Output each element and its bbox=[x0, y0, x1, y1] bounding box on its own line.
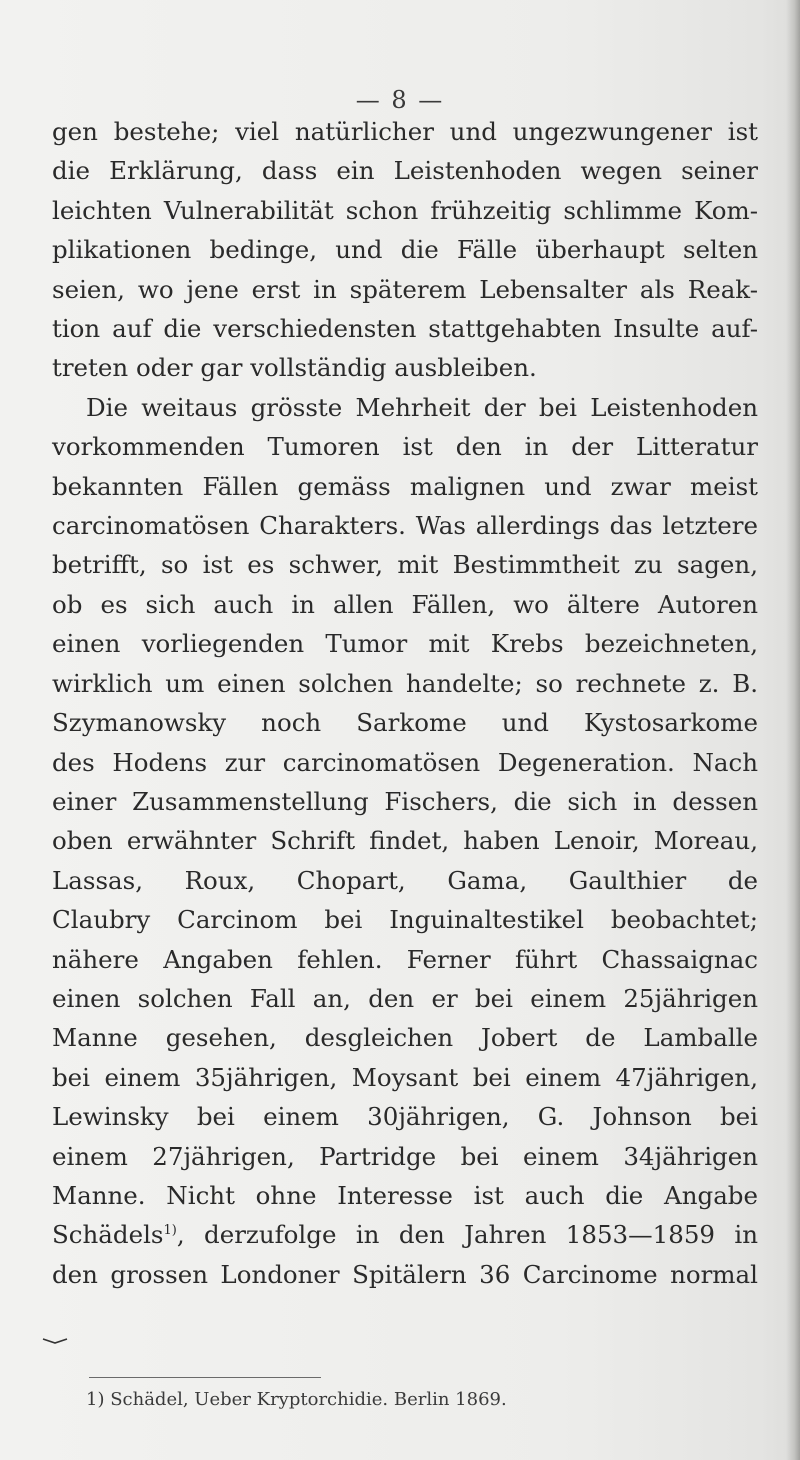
text-line: bekannten Fällen gemäss malignen und zwar meist bbox=[52, 471, 758, 501]
text-line: Manne gesehen, desgleichen Jobert de Lamballe bbox=[52, 1023, 758, 1053]
text-line: den grossen Londoner Spitälern 36 Carcinome normal bbox=[52, 1259, 758, 1289]
text-line: leichten Vulnerabilität schon frühzeitig schlimme Kom- bbox=[52, 195, 758, 225]
text-line: oben erwähnter Schrift findet, haben Lenoir, Moreau, bbox=[52, 826, 758, 856]
text-line: tion auf die verschiedensten stattgehabten Insulte auf- bbox=[52, 314, 758, 344]
text-line: wirklich um einen solchen handelte; so rechnete z. B. bbox=[52, 668, 758, 698]
text-line: die Erklärung, dass ein Leistenhoden wegen seiner bbox=[52, 156, 758, 186]
text-line: Szymanowsky noch Sarkome und Kystosarkome bbox=[52, 708, 758, 738]
text-line: vorkommenden Tumoren ist den in der Litteratur bbox=[52, 432, 758, 462]
author-name: Schädels bbox=[52, 1220, 164, 1250]
body-text bbox=[52, 112, 758, 1294]
page-edge-shadow bbox=[786, 0, 800, 1460]
text-line: plikationen bedinge, und die Fälle überhaupt selten bbox=[52, 235, 758, 265]
text-line: einem 27jährigen, Partridge bei einem 34jährigen bbox=[52, 1141, 758, 1171]
footnote-reference: 1) bbox=[163, 1223, 177, 1239]
text-line: Manne. Nicht ohne Interesse ist auch die Angabe bbox=[52, 1180, 758, 1210]
text-line: ob es sich auch in allen Fällen, wo ältere Autoren bbox=[52, 589, 758, 619]
text-line: des Hodens zur carcinomatösen Degeneration. Nach bbox=[52, 747, 758, 777]
paragraph-start-line: Die weitaus grösste Mehrheit der bei Leistenhoden bbox=[86, 392, 758, 422]
text-line-rest: derzufolge in den Jahren 1853—1859 in bbox=[204, 1220, 758, 1250]
text-line: gen bestehe; viel natürlicher und ungezwungener ist bbox=[52, 117, 758, 146]
text-line: treten oder gar vollständig ausbleiben. bbox=[52, 353, 537, 383]
text-line-with-footnote-ref: Schädels$^{1)}$, derzufolge in den Jahren 1853—1859 in bbox=[52, 1220, 758, 1250]
footnote: 1) Schädel, Ueber Kryptorchidie. Berlin 1869. bbox=[86, 1389, 507, 1410]
ink-mark bbox=[42, 1338, 68, 1344]
text-line: Claubry Carcinom bei Inguinaltestikel beobachtet; bbox=[52, 905, 758, 935]
text-line: carcinomatösen Charakters. Was allerdings das letztere bbox=[52, 511, 758, 541]
text-line: einer Zusammenstellung Fischers, die sich in dessen bbox=[52, 786, 758, 816]
text-line: Lassas, Roux, Chopart, Gama, Gaulthier de bbox=[52, 865, 758, 895]
text-line: seien, wo jene erst in späterem Lebensalter als Reak- bbox=[52, 274, 758, 304]
text-line: einen vorliegenden Tumor mit Krebs bezeichneten, bbox=[52, 629, 758, 659]
footnote-rule bbox=[89, 1377, 321, 1378]
text-line: Lewinsky bei einem 30jährigen, G. Johnson bei bbox=[52, 1102, 758, 1132]
text-line: nähere Angaben fehlen. Ferner führt Chassaignac bbox=[52, 944, 758, 974]
text-line: einen solchen Fall an, den er bei einem 25jährigen bbox=[52, 983, 758, 1013]
text-line: betrifft, so ist es schwer, mit Bestimmtheit zu sagen, bbox=[52, 550, 758, 580]
page-number: — 8 — bbox=[355, 86, 445, 114]
text-line: bei einem 35jährigen, Moysant bei einem 47jährigen, bbox=[52, 1062, 758, 1092]
